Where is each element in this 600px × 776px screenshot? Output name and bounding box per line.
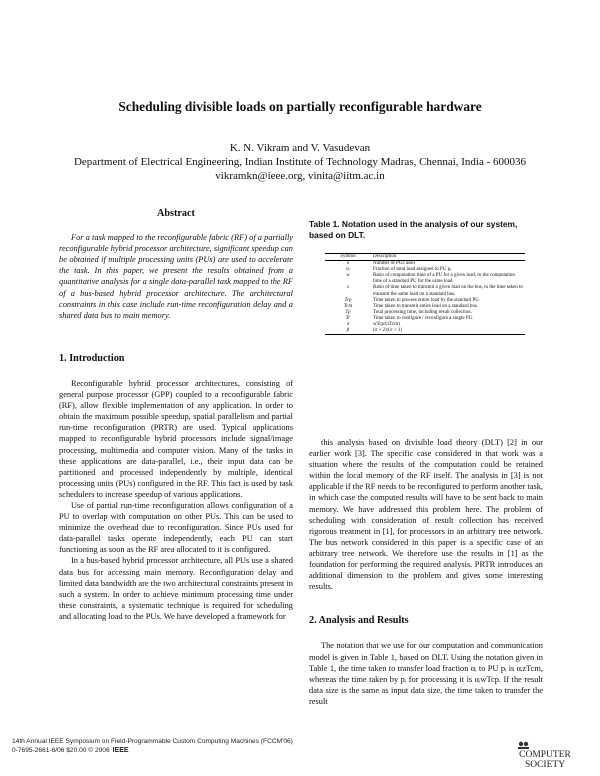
left-column [59,206,293,622]
affiliation: Department of Electrical Engineering, Indian Institute of Technology Madras, Chennai, India - 600036 [73,156,527,168]
computer-society-logo [510,740,580,770]
table-caption: Table 1. Notation used in the analysis of our system, based on DLT. [309,219,518,240]
table-symbol: Tcp [344,297,352,303]
table-description: Time taken to transmit entire load on a standard bus. [373,303,479,309]
table-symbol: w [346,273,350,279]
paper-title: Scheduling divisible loads on partially reconfigurable hardware [118,99,482,114]
footer-copyright-line [12,746,293,755]
table-description: Time taken to configure / reconfigure a single PU. [373,315,474,321]
section-1-heading: 1. Introduction [59,352,125,364]
author-emails: vikramkn@ieee.org, vinita@iitm.ac.in [215,170,385,182]
table-symbol: β [325,328,371,335]
logo-line-1: COMPUTER [519,750,571,760]
table-header-row [325,254,525,261]
right-column-table [309,219,543,335]
intro-paragraph-1: Reconfigurable hybrid processor architectures, consisting of general purpose processor (GPP) coupled to a reconfigurable fabric (RF), allow flexible implementation of any application. In order to obtain the maximum possible speedup, spatial parallelism and partial run-time reconfiguration (PRTR) are used. Typical applications mapped to reconfigurable hybrid processors include signal/image processing, multimedia and computer vision. Many of the tasks in these applications are data-parallel, i.e., their input data can be partitioned and processed independently by multiple, identical processing units (PUs) configured in the RF. This fact is used by task schedulers to increase speedup of various applications. [59,378,293,499]
computer-society-logo-icon [510,740,580,770]
table-description: (σ + 2)/(σ + 1) [371,328,525,335]
table-row [325,285,525,297]
table-description: Ratio of time taken to transmit a given load on the bus, to the time taken to transmit the same load on a standard bus. [373,285,523,297]
table-row [325,261,525,268]
intro-paragraph-continued: this analysis based on divisible load theory (DLT) [2] in our earlier work [3]. The specific case considered in that work was a situation where the results of the computation could be retained within the local memory of the RF itself. The analysis in [3] is not applicable if the RF needs to be reconfigured to perform another task, in which case the computed results will have to be sent back to main memory. We have addressed this problem here. The problem of scheduling with consideration of result collection has received rigorous treatment in [1], for processors in an arbitrary tree network. The bus network considered in this paper is a specific case of an arbitrary tree network. We therefore use the results in [1] as the foundation for performing the required analysis. PRTR introduces an additional dimension to the problem and gives some interesting results. [309,438,543,592]
table-description: Fraction of total load assigned to PU pᵢ. [373,267,453,273]
right-column-text [309,437,543,707]
table-row [325,328,525,335]
intro-paragraph-3: In a bus-based hybrid processor architecture, all PUs use a shared data bus for accessing main memory. Reconfiguration delay and limited data bandwidth are the two architectural constraints present in such a system. In order to achieve minimum processing time under these constraints, a systematic technique is required for scheduling and allocating load to the PUs. We have developed a framework for [59,556,293,621]
table-symbol: αᵢ [346,267,350,273]
table-symbol: Tcm [343,303,353,309]
table-description: Ratio of computation time of a PU for a given load, to the computation time of a standard PU for the same load. [373,273,515,285]
table-symbol: σ [346,322,350,328]
section-2-heading: 2. Analysis and Results [309,615,409,627]
analysis-paragraph-1: The notation that we use for our computation and communication model is given in Table 1, based on DLT. Using the notation given in Table 1, the time taken to transfer load fraction αᵢ to PU pᵢ is αᵢzTcm, whereas the time taken by pᵢ for processing it is αᵢwTcp. If the result data size is the same as input data size, the time taken to transfer the result [309,641,543,706]
table-symbol: Tr [345,315,351,321]
table-description: Number of PUs used [373,261,415,267]
table-description: wTcp/(zTcm) [373,322,400,328]
footer-venue: 14th Annual IEEE Symposium on Field-Programmable Custom Computing Machines (FCCM'06) [12,738,293,745]
table-header-symbol: Symbol [325,254,371,261]
table-symbol: Tp [345,309,351,315]
table-description: Time taken to process entire load by the standard PU. [373,297,481,303]
table-row [325,273,525,285]
table-description: Total processing time, including result collection. [373,309,472,315]
table-header-description: Description [371,254,525,261]
table-symbol: z [347,285,349,291]
abstract-text: For a task mapped to the reconfigurable fabric (RF) of a partially reconfigurable hybrid processor architecture, significant speedup can be obtained if multiple processing units (PUs) are used to accelerate the task. In this paper, we present the results obtained from a quantitative analysis for a single data-parallel task mapped to the RF of a bus-based hybrid processor architecture. The architectural constraints in this case include run-time reconfiguration delay and a shared data bus to main memory. [59,233,293,320]
notation-table [325,253,525,335]
logo-line-2: SOCIETY [524,760,566,770]
intro-paragraph-2: Use of partial run-time reconfiguration allows configuration of a PU to overlap with computation on other PUs. This can be used to minimize the overhead due to reconfiguration. Since PUs used for data-parallel tasks operate independently, each PU can start functioning as soon as the RF area allocated to it is configured. [59,500,293,555]
author-list: K. N. Vikram and V. Vasudevan [229,142,371,154]
ieee-logo-text: IEEE [112,747,129,754]
page-footer [12,737,293,755]
footer-isbn-copyright: 0-7695-2661-6/06 $20.00 © 2006 [12,747,110,754]
abstract-heading: Abstract [157,208,195,219]
table-symbol: n [346,261,350,267]
